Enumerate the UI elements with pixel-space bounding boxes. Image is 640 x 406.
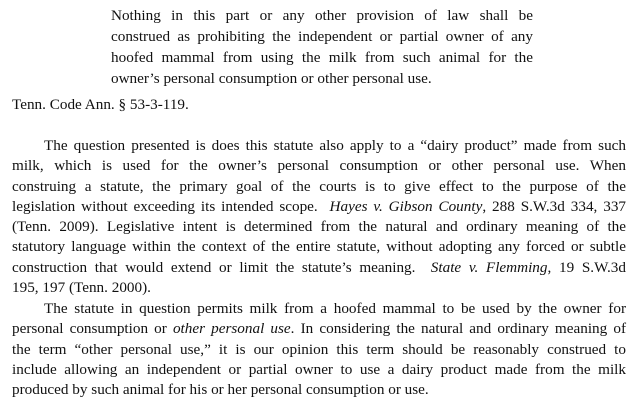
paragraph-line: 195, 197 (Tenn. 2000). bbox=[12, 279, 151, 297]
text-segment: construction that would extend or limit the statute’s meaning. bbox=[12, 258, 416, 276]
case-name: Hayes v. Gibson County bbox=[329, 197, 483, 215]
text-segment: legislation without exceeding its intended scope. bbox=[12, 197, 318, 215]
paragraph-line: milk, which is used for the owner’s personal consumption or other personal use. When bbox=[12, 157, 626, 175]
statute-citation: Tenn. Code Ann. § 53-3-119. bbox=[12, 96, 189, 113]
paragraph-line: the term “other personal use,” it is our opinion this term should be reasonably construed to bbox=[12, 340, 626, 358]
paragraph-line bbox=[12, 197, 626, 217]
case-name: State v. Flemming bbox=[430, 258, 548, 276]
quote-line: owner’s personal consumption or other personal use. bbox=[111, 70, 432, 87]
paragraph-line: The statute in question permits milk from a hoofed mammal to be used by the owner for bbox=[44, 300, 626, 317]
text-segment: . In considering the natural and ordinary meaning of bbox=[290, 320, 627, 338]
quote-line: hoofed mammal from using the milk from such animal for the bbox=[111, 49, 533, 66]
paragraph-line: statutory language within the context of the entire statute, without adopting any forced or subtle bbox=[12, 238, 626, 256]
analysis-paragraph-2 bbox=[12, 299, 626, 400]
quote-line: construed as prohibiting the independent or partial owner of any bbox=[111, 28, 533, 45]
paragraph-line: The question presented is does this statute also apply to a “dairy product” made from such bbox=[44, 137, 626, 154]
text-segment: personal consumption or bbox=[12, 320, 167, 338]
paragraph-line: produced by such animal for his or her personal consumption or use. bbox=[12, 381, 429, 399]
paragraph-line: (Tenn. 2009). Legislative intent is determined from the natural and ordinary meaning of the bbox=[12, 218, 626, 236]
emphasized-term: other personal use bbox=[172, 320, 291, 338]
quote-line: Nothing in this part or any other provision of law shall be bbox=[111, 7, 533, 24]
statute-quote bbox=[111, 5, 533, 89]
text-segment: , 288 S.W.3d 334, 337 bbox=[482, 197, 627, 215]
paragraph-line bbox=[12, 258, 626, 278]
text-segment: , 19 S.W.3d bbox=[547, 258, 626, 276]
paragraph-line: construing a statute, the primary goal of the courts is to give effect to the purpose of the bbox=[12, 177, 626, 195]
analysis-paragraph-1 bbox=[12, 136, 626, 298]
paragraph-line bbox=[12, 319, 626, 339]
paragraph-line: include allowing an independent or partial owner to use a dairy product made from the milk bbox=[12, 360, 626, 378]
